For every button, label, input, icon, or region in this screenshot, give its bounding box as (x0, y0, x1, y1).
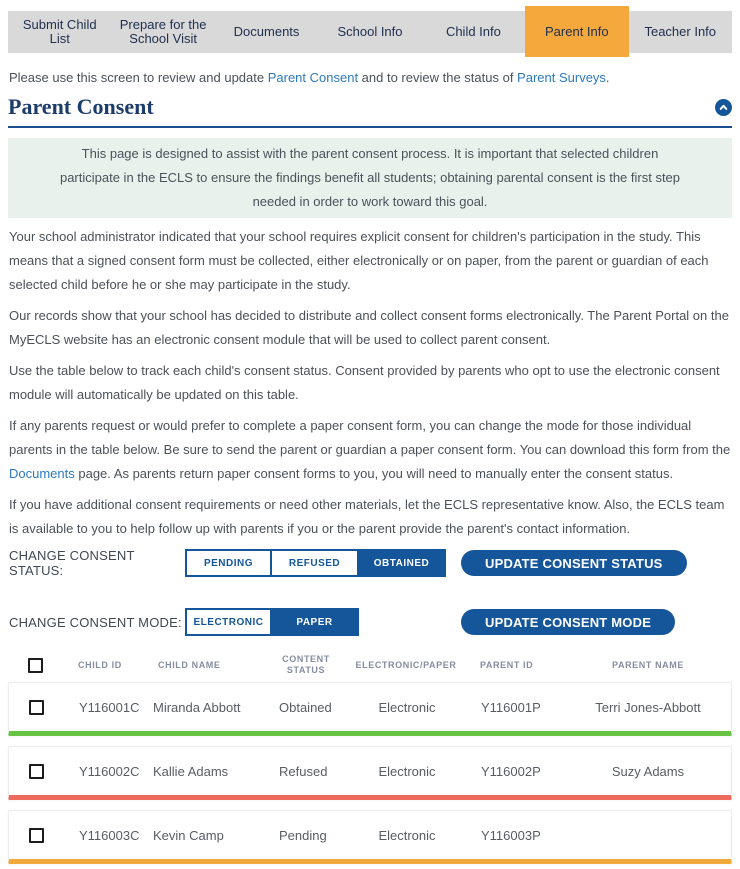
intro-mid: and to review the status of (358, 70, 518, 85)
cell-child-name: Kevin Camp (153, 827, 224, 843)
tab-teacher-info[interactable] (629, 11, 732, 53)
info-callout-text: This page is designed to assist with the parent consent process. It is important that selected children participate in the ECLS to ensure the findings benefit all students; obtaining parental consent is the first step needed in order to work toward this goal. (59, 146, 681, 209)
col-header-parent-id: PARENT ID (480, 660, 534, 670)
col-header-child-id: CHILD ID (78, 660, 122, 670)
table-row (8, 682, 732, 736)
tab-child-info[interactable] (422, 11, 525, 53)
col-header-child-name: CHILD NAME (158, 660, 221, 670)
intro-text (9, 69, 731, 86)
row-checkbox[interactable] (29, 764, 44, 779)
cell-child-name: Kallie Adams (153, 763, 229, 779)
cell-child-id: Y116001C (79, 699, 140, 715)
change-consent-status-label: CHANGE CONSENT STATUS: (9, 548, 135, 578)
paragraph-explicit-consent: Your school administrator indicated that your school requires explicit consent for children's participation in the study. This means that a signed consent form must be collected, either electronically or on paper, from the parent or guardian of each selected child before he or she may participate in the study. (9, 229, 709, 292)
change-consent-status-row (9, 549, 732, 577)
cell-parent-id: Y116003P (481, 827, 541, 843)
tab-label: Submit Child List (22, 16, 97, 46)
paragraph-additional-requirements: If you have additional consent requirements or need other materials, let the ECLS representative know. Also, the ECLS team is available to you to help follow up with parents if you or the parent provide the parent's contact information. (9, 497, 725, 536)
update-consent-status-button[interactable]: UPDATE CONSENT STATUS (461, 550, 687, 576)
info-callout (8, 138, 732, 218)
parent-consent-link[interactable]: Parent Consent (267, 70, 359, 85)
parent-surveys-link[interactable]: Parent Surveys (517, 70, 606, 85)
tab-prepare-for-the-school-visit[interactable] (111, 11, 214, 53)
tab-label: School Info (337, 23, 403, 39)
documents-link[interactable]: Documents (9, 466, 75, 481)
update-consent-mode-button[interactable]: UPDATE CONSENT MODE (461, 609, 675, 635)
paragraph-paper-mode-pre: If any parents request or would prefer to complete a paper consent form, you can change the mode for those individual parents in the table below. Be sure to send the parent or guardian a paper consent form. You can download this form from the (9, 418, 731, 457)
tab-school-info[interactable] (318, 11, 421, 53)
cell-child-id: Y116003C (79, 827, 140, 843)
page-title: Parent Consent (8, 94, 154, 119)
tab-label: Child Info (445, 23, 501, 39)
cell-mode: Electronic (378, 763, 436, 779)
col-header-content-status: CONTENT STATUS (282, 654, 330, 675)
paragraph-paper-mode-post: page. As parents return paper consent forms to you, you will need to manually enter the consent status. (74, 466, 674, 481)
collapse-section-button[interactable] (715, 99, 732, 116)
tab-label: Prepare for the School Visit (119, 16, 207, 46)
status-option-obtained[interactable]: OBTAINED (359, 549, 446, 577)
consent-table (8, 648, 732, 864)
col-header-electronic-paper: ELECTRONIC/PAPER (355, 660, 457, 670)
status-option-refused[interactable]: REFUSED (272, 549, 359, 577)
cell-parent-name: Suzy Adams (611, 763, 685, 779)
table-row (8, 810, 732, 864)
consent-mode-segmented-control (185, 608, 359, 636)
status-option-pending[interactable]: PENDING (185, 549, 272, 577)
row-checkbox[interactable] (29, 828, 44, 843)
cell-consent-status: Obtained (279, 699, 332, 715)
table-row (8, 746, 732, 800)
cell-parent-name: Terri Jones-Abbott (595, 699, 701, 715)
cell-child-name: Miranda Abbott (153, 699, 241, 715)
paragraph-paper-mode (9, 414, 731, 486)
tab-label: Documents (233, 23, 300, 39)
row-checkbox[interactable] (29, 700, 44, 715)
intro-pre: Please use this screen to review and update (9, 70, 268, 85)
cell-parent-id: Y116002P (481, 763, 541, 779)
col-header-parent-name: PARENT NAME (612, 660, 684, 670)
cell-consent-status: Pending (279, 827, 327, 843)
tab-parent-info-active[interactable] (525, 6, 628, 57)
mode-option-electronic[interactable]: ELECTRONIC (185, 608, 272, 636)
select-all-checkbox[interactable] (28, 658, 43, 673)
tab-bar (8, 6, 732, 57)
cell-mode: Electronic (378, 699, 436, 715)
cell-parent-id: Y116001P (481, 699, 541, 715)
chevron-up-icon (718, 102, 729, 113)
tab-label: Teacher Info (644, 23, 717, 39)
consent-status-segmented-control (185, 549, 446, 577)
cell-consent-status: Refused (279, 763, 328, 779)
consent-table-header (8, 648, 732, 682)
tab-submit-child-list[interactable] (8, 11, 111, 53)
paragraph-electronic-collection: Our records show that your school has decided to distribute and collect consent forms electronically. The Parent Portal on the MyECLS website has an electronic consent module that will be used to collect parent consent. (9, 308, 729, 347)
mode-option-paper[interactable]: PAPER (272, 608, 359, 636)
parent-consent-section-header (8, 94, 732, 128)
paragraph-track-status: Use the table below to track each child's consent status. Consent provided by parents who opt to use the electronic consent module will automatically be updated on this table. (9, 363, 720, 402)
tab-documents[interactable] (215, 11, 318, 53)
intro-post: . (605, 70, 610, 85)
tab-label: Parent Info (545, 23, 609, 39)
change-consent-mode-label: CHANGE CONSENT MODE: (9, 614, 182, 630)
cell-mode: Electronic (378, 827, 436, 843)
cell-child-id: Y116002C (79, 763, 140, 779)
change-consent-mode-row (9, 608, 732, 636)
